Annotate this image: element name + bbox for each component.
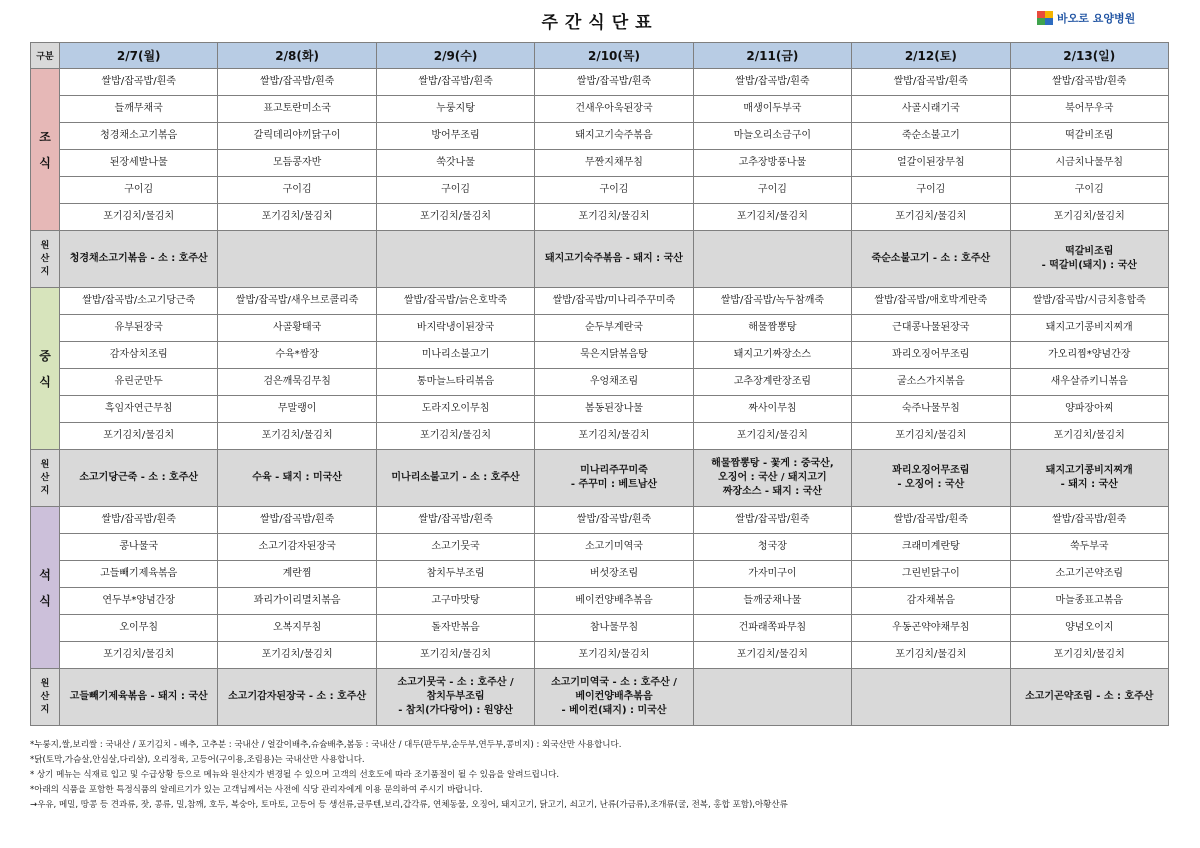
menu-item: 쌀밥/잡곡밥/새우브로콜리죽 <box>218 288 376 315</box>
meal-label <box>31 69 60 231</box>
menu-item: 포기김치/물김치 <box>60 642 218 669</box>
menu-item: 무말랭이 <box>218 396 376 423</box>
origin-cell <box>218 669 376 726</box>
menu-item: 소고기곤약조림 <box>1010 561 1168 588</box>
menu-item: 참치두부조림 <box>376 561 534 588</box>
menu-item: 쑥두부국 <box>1010 534 1168 561</box>
day-header: 2/12(토) <box>852 43 1010 69</box>
origin-text: 베이컨양배추볶음 <box>575 691 653 702</box>
origin-cell <box>218 450 376 507</box>
menu-item: 콩나물국 <box>60 534 218 561</box>
origin-text: 오징어 : 국산 / 돼지고기 <box>718 472 827 483</box>
weekly-menu-table <box>30 42 1169 726</box>
meal-label <box>31 507 60 669</box>
origin-cell <box>1010 450 1168 507</box>
menu-item: 죽순소불고기 <box>852 123 1010 150</box>
origin-label <box>31 450 60 507</box>
menu-item: 쌀밥/잡곡밥/흰죽 <box>218 69 376 96</box>
meal-label-char: 석 <box>39 567 51 582</box>
origin-cell <box>852 450 1010 507</box>
menu-item: 구이김 <box>852 177 1010 204</box>
menu-item: 쌀밥/잡곡밥/흰죽 <box>60 69 218 96</box>
origin-text: 죽순소불고기 - 소 : 호주산 <box>871 253 991 264</box>
menu-item: 구이김 <box>693 177 851 204</box>
origin-text: 소고기감자된장국 - 소 : 호주산 <box>228 691 367 702</box>
menu-item: 쌀밥/잡곡밥/흰죽 <box>1010 507 1168 534</box>
page-title: 주간식단표 <box>541 13 659 33</box>
menu-item: 포기김치/물김치 <box>852 423 1010 450</box>
menu-item: 오복지무침 <box>218 615 376 642</box>
day-header: 2/13(일) <box>1010 43 1168 69</box>
menu-item: 포기김치/물김치 <box>1010 204 1168 231</box>
menu-item: 쌀밥/잡곡밥/흰죽 <box>376 69 534 96</box>
menu-item: 짜사이무침 <box>693 396 851 423</box>
menu-item: 소고기감자된장국 <box>218 534 376 561</box>
origin-text: 돼지고기콩비지찌개 <box>1045 465 1133 476</box>
menu-item: 수육*쌈장 <box>218 342 376 369</box>
menu-item: 버섯장조림 <box>535 561 693 588</box>
menu-item: 포기김치/물김치 <box>535 423 693 450</box>
menu-item: 갈릭데리야끼닭구이 <box>218 123 376 150</box>
menu-item: 소고기뭇국 <box>376 534 534 561</box>
menu-row <box>31 423 1169 450</box>
menu-item: 포기김치/물김치 <box>376 423 534 450</box>
origin-cell <box>60 669 218 726</box>
menu-item: 바지락냉이된장국 <box>376 315 534 342</box>
origin-text: - 베이컨(돼지) : 미국산 <box>561 705 667 716</box>
origin-text: 청경채소고기볶음 - 소 : 호주산 <box>69 253 208 264</box>
menu-item: 구이김 <box>1010 177 1168 204</box>
menu-row <box>31 561 1169 588</box>
menu-item: 포기김치/물김치 <box>218 642 376 669</box>
menu-item: 포기김치/물김치 <box>852 642 1010 669</box>
menu-row <box>31 342 1169 369</box>
menu-item: 구이김 <box>376 177 534 204</box>
origin-label-char: 지 <box>40 704 50 715</box>
menu-item: 쌀밥/잡곡밥/소고기당근죽 <box>60 288 218 315</box>
menu-item: 쌀밥/잡곡밥/흰죽 <box>693 507 851 534</box>
menu-item: 쌀밥/잡곡밥/흰죽 <box>852 507 1010 534</box>
note-line: →우유, 메밀, 땅콩 등 견과류, 잣, 콩류, 밀,참깨, 호두, 복숭아, 토마토, 고등어 등 생선류,글루텐,보리,갑각류, 연체동물, 오징어, 돼지고기, 닭고기, 쇠고기, 난류(가금류),조개류(굴, 전복, 홍합 포함),아황산류 <box>30 800 788 810</box>
menu-item: 포기김치/물김치 <box>693 642 851 669</box>
menu-item: 유린군만두 <box>60 369 218 396</box>
origin-text: 미나리소불고기 - 소 : 호주산 <box>391 472 520 483</box>
menu-item: 우동곤약야채무침 <box>852 615 1010 642</box>
menu-item: 된장세발나물 <box>60 150 218 177</box>
menu-item: 숙주나물무침 <box>852 396 1010 423</box>
origin-text: 미나리주꾸미죽 <box>580 465 648 476</box>
note-line: * 상기 메뉴는 식재료 입고 및 수급상황 등으로 메뉴와 원산지가 변경될 수 있으며 고객의 선호도에 따라 조기품절이 될 수 있음을 알려드립니다. <box>30 770 560 780</box>
origin-row <box>31 450 1169 507</box>
menu-item: 쌀밥/잡곡밥/흰죽 <box>535 507 693 534</box>
meal-label-char: 식 <box>39 155 51 170</box>
menu-item: 근대콩나물된장국 <box>852 315 1010 342</box>
origin-cell <box>376 231 534 288</box>
menu-item: 시금치나물무침 <box>1010 150 1168 177</box>
menu-item: 그린빈닭구이 <box>852 561 1010 588</box>
origin-label-char: 원 <box>40 459 50 470</box>
origin-label-char: 원 <box>40 678 50 689</box>
menu-item: 모듬콩자반 <box>218 150 376 177</box>
menu-item: 포기김치/물김치 <box>218 204 376 231</box>
menu-item: 연두부*양념간장 <box>60 588 218 615</box>
origin-text: - 참치(가다랑어) : 원양산 <box>398 705 513 716</box>
origin-cell <box>852 669 1010 726</box>
menu-item: 포기김치/물김치 <box>535 204 693 231</box>
meal-label-char: 식 <box>39 374 51 389</box>
menu-item: 포기김치/물김치 <box>693 204 851 231</box>
origin-row <box>31 669 1169 726</box>
logo-text: 바오로 요양병원 <box>1057 12 1136 25</box>
menu-item: 감자삼치조림 <box>60 342 218 369</box>
menu-row <box>31 177 1169 204</box>
day-header: 2/11(금) <box>693 43 851 69</box>
hospital-logo <box>1037 10 1135 26</box>
menu-item: 미나리소불고기 <box>376 342 534 369</box>
menu-item: 마늘종표고볶음 <box>1010 588 1168 615</box>
day-header: 2/10(목) <box>535 43 693 69</box>
origin-cell <box>218 231 376 288</box>
origin-text: 소고기당근죽 - 소 : 호주산 <box>79 472 199 483</box>
menu-item: 쌀밥/잡곡밥/늙은호박죽 <box>376 288 534 315</box>
origin-cell <box>693 669 851 726</box>
origin-cell <box>535 231 693 288</box>
menu-item: 새우살쥬키니볶음 <box>1010 369 1168 396</box>
origin-text: 꽈리오징어무조림 <box>892 465 970 476</box>
meal-label <box>31 288 60 450</box>
origin-cell <box>852 231 1010 288</box>
origin-row <box>31 231 1169 288</box>
origin-label-char: 지 <box>40 485 50 496</box>
origin-text: 짜장소스 - 돼지 : 국산 <box>722 486 823 497</box>
menu-item: 쌀밥/잡곡밥/시금치흥합죽 <box>1010 288 1168 315</box>
menu-row <box>31 96 1169 123</box>
gubun-header: 구분 <box>31 43 60 69</box>
menu-row <box>31 369 1169 396</box>
menu-item: 순두부계란국 <box>535 315 693 342</box>
menu-row <box>31 396 1169 423</box>
origin-cell <box>535 669 693 726</box>
menu-item: 사골시래기국 <box>852 96 1010 123</box>
menu-item: 돼지고기짜장소스 <box>693 342 851 369</box>
menu-row <box>31 615 1169 642</box>
menu-item: 꽈리오징어무조림 <box>852 342 1010 369</box>
menu-item: 쑥갓나물 <box>376 150 534 177</box>
menu-item: 무짠지채무침 <box>535 150 693 177</box>
menu-item: 돼지고기콩비지찌개 <box>1010 315 1168 342</box>
day-header: 2/7(월) <box>60 43 218 69</box>
menu-item: 돌자반볶음 <box>376 615 534 642</box>
origin-text: 떡갈비조림 <box>1065 246 1114 257</box>
menu-item: 건새우아욱된장국 <box>535 96 693 123</box>
origin-cell <box>376 669 534 726</box>
origin-text: 돼지고기숙주볶음 - 돼지 : 국산 <box>544 253 683 264</box>
origin-label <box>31 669 60 726</box>
origin-text: - 떡갈비(돼지) : 국산 <box>1041 260 1137 271</box>
menu-item: 묵은지닭볶음탕 <box>535 342 693 369</box>
origin-cell <box>693 231 851 288</box>
menu-item: 쌀밥/잡곡밥/흰죽 <box>852 69 1010 96</box>
menu-item: 돼지고기숙주볶음 <box>535 123 693 150</box>
origin-text: 소고기뭇국 - 소 : 호주산 / <box>397 677 514 688</box>
origin-text: 고들빼기제육볶음 - 돼지 : 국산 <box>69 691 208 702</box>
origin-label-char: 지 <box>40 266 50 277</box>
origin-text: 해물짬뽕탕 - 꽃게 : 중국산, <box>711 458 834 469</box>
menu-item: 봄동된장나물 <box>535 396 693 423</box>
day-header: 2/8(화) <box>218 43 376 69</box>
menu-item: 들깨무채국 <box>60 96 218 123</box>
menu-item: 포기김치/물김치 <box>693 423 851 450</box>
menu-item: 고들빼기제육볶음 <box>60 561 218 588</box>
menu-row <box>31 315 1169 342</box>
menu-item: 매생이두부국 <box>693 96 851 123</box>
menu-item: 포기김치/물김치 <box>1010 423 1168 450</box>
menu-item: 쌀밥/잡곡밥/흰죽 <box>60 507 218 534</box>
origin-text: 참치두부조림 <box>426 691 485 702</box>
menu-item: 고구마맛탕 <box>376 588 534 615</box>
menu-item: 소고기미역국 <box>535 534 693 561</box>
menu-item: 북어무우국 <box>1010 96 1168 123</box>
menu-row <box>31 534 1169 561</box>
menu-item: 방어무조림 <box>376 123 534 150</box>
origin-cell <box>60 450 218 507</box>
menu-row <box>31 642 1169 669</box>
menu-item: 굴소스가지볶음 <box>852 369 1010 396</box>
menu-item: 쌀밥/잡곡밥/흰죽 <box>535 69 693 96</box>
day-header-row <box>31 43 1169 69</box>
menu-item: 얼갈이된장무침 <box>852 150 1010 177</box>
menu-item: 해물짬뽕탕 <box>693 315 851 342</box>
notes <box>30 738 1170 813</box>
logo-icon <box>1037 11 1053 25</box>
menu-item: 포기김치/물김치 <box>535 642 693 669</box>
menu-row <box>31 123 1169 150</box>
menu-item: 포기김치/물김치 <box>1010 642 1168 669</box>
menu-item: 표고토란미소국 <box>218 96 376 123</box>
menu-item: 건파래쪽파무침 <box>693 615 851 642</box>
menu-item: 포기김치/물김치 <box>852 204 1010 231</box>
meal-label-char: 식 <box>39 593 51 608</box>
menu-item: 우엉채조림 <box>535 369 693 396</box>
menu-item: 포기김치/물김치 <box>60 204 218 231</box>
menu-item: 고추장방풍나물 <box>693 150 851 177</box>
day-header: 2/9(수) <box>376 43 534 69</box>
menu-row <box>31 150 1169 177</box>
menu-item: 쌀밥/잡곡밥/미나리주꾸미죽 <box>535 288 693 315</box>
menu-item: 포기김치/물김치 <box>60 423 218 450</box>
note-line: *닭(토막,가슴살,안심살,다리살), 오리정육, 고등어(구이용,조림용)는 국내산만 사용합니다. <box>30 755 365 765</box>
origin-cell <box>693 450 851 507</box>
menu-item: 양파장아찌 <box>1010 396 1168 423</box>
menu-item: 사골황태국 <box>218 315 376 342</box>
menu-item: 청국장 <box>693 534 851 561</box>
menu-item: 양념오이지 <box>1010 615 1168 642</box>
menu-row <box>31 288 1169 315</box>
menu-item: 구이김 <box>535 177 693 204</box>
origin-label <box>31 231 60 288</box>
menu-item: 쌀밥/잡곡밥/애호박게란죽 <box>852 288 1010 315</box>
origin-cell <box>60 231 218 288</box>
origin-label-char: 산 <box>40 472 50 483</box>
menu-item: 도라지오이무침 <box>376 396 534 423</box>
menu-row <box>31 507 1169 534</box>
menu-item: 참나물무침 <box>535 615 693 642</box>
origin-text: - 돼지 : 국산 <box>1060 479 1118 490</box>
menu-item: 청경채소고기볶음 <box>60 123 218 150</box>
menu-item: 구이김 <box>60 177 218 204</box>
menu-item: 구이김 <box>218 177 376 204</box>
origin-text: - 오징어 : 국산 <box>897 479 965 490</box>
menu-item: 오이무침 <box>60 615 218 642</box>
menu-item: 들깨궁채나물 <box>693 588 851 615</box>
menu-item: 고추장계란장조림 <box>693 369 851 396</box>
menu-item: 포기김치/물김치 <box>218 423 376 450</box>
menu-item: 꽈리가이리멸치볶음 <box>218 588 376 615</box>
menu-item: 누룽지탕 <box>376 96 534 123</box>
menu-item: 쌀밥/잡곡밥/녹두참깨죽 <box>693 288 851 315</box>
menu-item: 쌀밥/잡곡밥/흰죽 <box>1010 69 1168 96</box>
origin-text: 소고기미역국 - 소 : 호주산 / <box>551 677 677 688</box>
menu-item: 포기김치/물김치 <box>376 204 534 231</box>
meal-label-char: 중 <box>39 348 51 363</box>
menu-item: 가자미구이 <box>693 561 851 588</box>
menu-item: 검은깨묵김무침 <box>218 369 376 396</box>
meal-label-char: 조 <box>39 129 51 144</box>
menu-item: 포기김치/물김치 <box>376 642 534 669</box>
menu-item: 쌀밥/잡곡밥/흰죽 <box>376 507 534 534</box>
origin-label-char: 산 <box>40 691 50 702</box>
origin-text: 수육 - 돼지 : 미국산 <box>252 472 342 483</box>
menu-item: 유부된장국 <box>60 315 218 342</box>
menu-item: 쌀밥/잡곡밥/흰죽 <box>218 507 376 534</box>
note-line: *누룽지,쌀,보리쌀 : 국내산 / 포기김치 - 배추, 고추분 : 국내산 / 얼갈이배추,슈슘배추,봄동 : 국내산 / 대두(판두부,순두부,연두부,콩비지) : 외국산만 사용합니다. <box>30 740 622 750</box>
note-line: *아래의 식품을 포함한 특정식품의 알레르기가 있는 고객님께서는 사전에 식당 관리자에게 이용 문의하여 주시기 바랍니다. <box>30 785 483 795</box>
menu-item: 쌀밥/잡곡밥/흰죽 <box>693 69 851 96</box>
menu-item: 계란찜 <box>218 561 376 588</box>
origin-cell <box>376 450 534 507</box>
origin-cell <box>535 450 693 507</box>
menu-item: 흑임자연근무침 <box>60 396 218 423</box>
origin-label-char: 산 <box>40 253 50 264</box>
menu-item: 떡갈비조림 <box>1010 123 1168 150</box>
menu-item: 베이컨양배추볶음 <box>535 588 693 615</box>
menu-row <box>31 204 1169 231</box>
menu-item: 통마늘느타리볶음 <box>376 369 534 396</box>
menu-item: 가오리찜*양념간장 <box>1010 342 1168 369</box>
menu-row <box>31 588 1169 615</box>
origin-cell <box>1010 669 1168 726</box>
origin-cell <box>1010 231 1168 288</box>
menu-row <box>31 69 1169 96</box>
origin-label-char: 원 <box>40 240 50 251</box>
menu-item: 크래미계란탕 <box>852 534 1010 561</box>
origin-text: 소고기곤약조림 - 소 : 호주산 <box>1025 691 1154 702</box>
menu-item: 감자채볶음 <box>852 588 1010 615</box>
menu-item: 마늘오리소금구이 <box>693 123 851 150</box>
origin-text: - 주꾸미 : 베트남산 <box>570 479 658 490</box>
